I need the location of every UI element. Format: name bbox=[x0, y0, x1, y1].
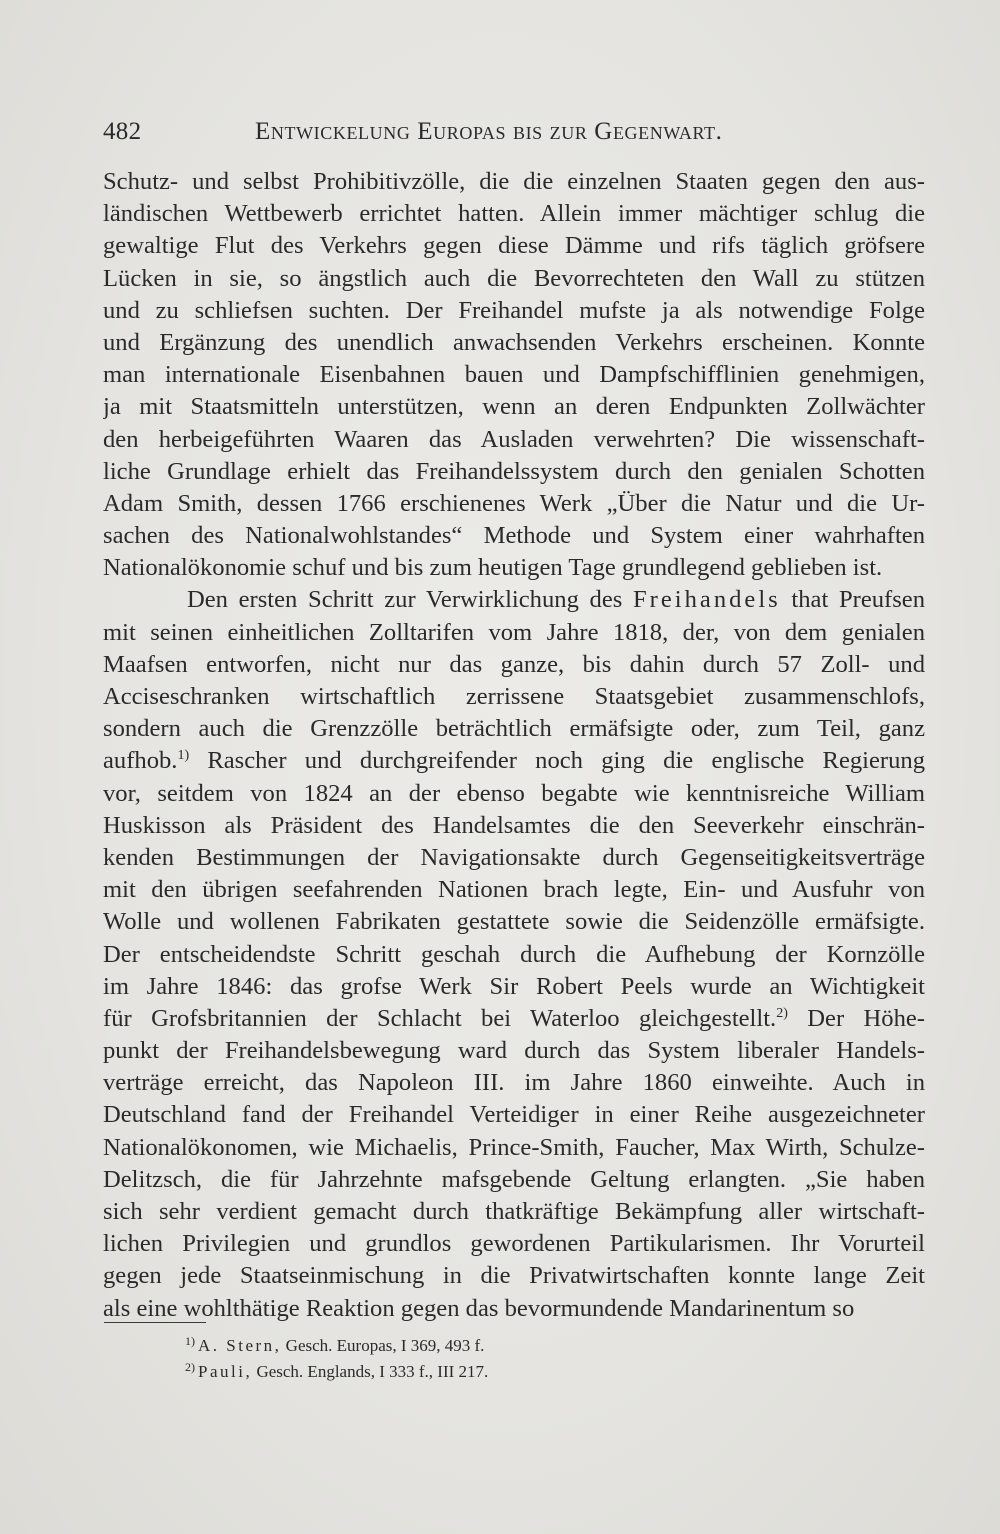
footnote-marker: 1) bbox=[185, 1334, 195, 1348]
text-line: Wolle und wollenen Fabrikaten gestattete sowie die Seidenzölle ermäfsigte. bbox=[103, 908, 925, 936]
text-line: Lücken in sie, so ängstlich auch die Bevorrechteten den Wall zu stützen bbox=[103, 264, 925, 292]
text-line: Der entscheidendste Schritt geschah durch die Aufhebung der Kornzölle bbox=[103, 940, 925, 968]
text-line: und Ergänzung des unendlich anwachsenden Verkehrs erscheinen. Konnte bbox=[103, 328, 925, 356]
text-line: punkt der Freihandelsbewegung ward durch das System liberaler Handels- bbox=[103, 1037, 925, 1065]
footnote bbox=[185, 1333, 785, 1359]
footnote-author: Pauli, bbox=[198, 1362, 253, 1381]
text-line: liche Grundlage erhielt das Freihandelssystem durch den genialen Schotten bbox=[103, 457, 925, 485]
text-line: im Jahre 1846: das grofse Werk Sir Robert Peels wurde an Wichtigkeit bbox=[103, 972, 925, 1000]
text-line: Huskisson als Präsident des Handelsamtes die den Seeverkehr einschrän- bbox=[103, 811, 925, 839]
text-line: Deutschland fand der Freihandel Verteidiger in einer Reihe ausgezeichneter bbox=[103, 1101, 925, 1129]
footnote-reference: 1) bbox=[177, 748, 190, 764]
text-line: Delitzsch, die für Jahrzehnte mafsgebende Geltung erlangten. „Sie haben bbox=[103, 1165, 925, 1193]
text-line-with-footnote bbox=[103, 1003, 925, 1035]
text-line: sich sehr verdient gemacht durch thatkräftige Bekämpfung aller wirtschaft- bbox=[103, 1198, 925, 1225]
text-line: kenden Bestimmungen der Navigationsakte durch Gegenseitigkeitsverträge bbox=[103, 843, 925, 871]
text-line: man internationale Eisenbahnen bauen und Dampfschifflinien genehmigen, bbox=[103, 361, 925, 389]
text-segment: für Grofsbritannien der Schlacht bei Waterloo gleichgestellt. bbox=[103, 1004, 777, 1032]
text-line: Schutz- und selbst Prohibitivzölle, die die einzelnen Staaten gegen den aus- bbox=[103, 168, 925, 195]
text-segment: Den ersten Schritt zur Verwirklichung des bbox=[187, 586, 623, 614]
footnote-reference: 2) bbox=[776, 1005, 788, 1021]
text-line: mit seinen einheitlichen Zolltarifen vom Jahre 1818, der, von dem genialen bbox=[103, 618, 925, 646]
footnote-divider bbox=[104, 1322, 206, 1323]
text-line: vor, seitdem von 1824 an der ebenso begabte wie kenntnisreiche William bbox=[103, 779, 925, 807]
text-line: gewaltige Flut des Verkehrs gegen diese Dämme und rifs täglich gröfsere bbox=[103, 232, 925, 260]
footnote-text: Gesch. Europas, I 369, 493 f. bbox=[281, 1336, 485, 1355]
text-line: ländischen Wettbewerb errichtet hatten. Allein immer mächtiger schlug die bbox=[103, 200, 925, 228]
text-line-with-footnote bbox=[103, 745, 925, 777]
footnote-text: Gesch. Englands, I 333 f., III 217. bbox=[252, 1362, 489, 1381]
text-line: als eine wohlthätige Reaktion gegen das bevormundende Mandarinentum so bbox=[103, 1294, 855, 1322]
text-line: Nationalökonomie schuf und bis zum heutigen Tage grundlegend geblieben ist. bbox=[103, 554, 883, 582]
text-line: Maafsen entworfen, nicht nur das ganze, bis dahin durch 57 Zoll- und bbox=[103, 650, 925, 678]
text-line: Nationalökonomen, wie Michaelis, Prince-Smith, Faucher, Max Wirth, Schulze- bbox=[103, 1133, 925, 1161]
emphasized-term: Freihandels bbox=[632, 586, 781, 614]
footnote bbox=[185, 1359, 785, 1385]
footnote-author: A. Stern, bbox=[198, 1336, 282, 1355]
footnotes bbox=[185, 1333, 785, 1385]
page-header bbox=[103, 118, 925, 150]
text-segment: that Preufsen bbox=[791, 586, 925, 614]
text-line: Acciseschranken wirtschaftlich zerrissene Staatsgebiet zusammenschlofs, bbox=[103, 683, 925, 710]
text-segment: Der Höhe- bbox=[787, 1004, 925, 1032]
text-line: verträge erreicht, das Napoleon III. im Jahre 1860 einweihte. Auch in bbox=[103, 1069, 925, 1097]
text-line: lichen Privilegien und grundlos gewordenen Partikularismen. Ihr Vorurteil bbox=[103, 1230, 925, 1258]
footnote-marker: 2) bbox=[185, 1360, 195, 1374]
text-segment: aufhob. bbox=[103, 747, 178, 775]
text-segment: Rascher und durchgreifender noch ging die englische Regierung bbox=[189, 747, 925, 775]
body-text bbox=[103, 166, 925, 1325]
text-line: sondern auch die Grenzzölle beträchtlich ermäfsigte oder, zum Teil, ganz bbox=[103, 715, 925, 743]
paragraph-first-line bbox=[103, 584, 925, 616]
text-line: und zu schliefsen suchten. Der Freihandel mufste ja als notwendige Folge bbox=[103, 296, 925, 324]
running-head: Entwickelung Europas bis zur Gegenwart. bbox=[255, 118, 723, 145]
text-line: ja mit Staatsmitteln unterstützen, wenn an deren Endpunkten Zollwächter bbox=[103, 393, 925, 421]
text-line: Adam Smith, dessen 1766 erschienenes Werk „Über die Natur und die Ur- bbox=[103, 489, 925, 517]
text-line: gegen jede Staatseinmischung in die Privatwirtschaften konnte lange Zeit bbox=[103, 1262, 925, 1290]
text-line: sachen des Nationalwohlstandes“ Methode und System einer wahrhaften bbox=[103, 522, 925, 550]
page-number: 482 bbox=[103, 118, 142, 145]
text-line: mit den übrigen seefahrenden Nationen brach legte, Ein- und Ausfuhr von bbox=[103, 876, 925, 904]
text-line: den herbeigeführten Waaren das Ausladen verwehrten? Die wissenschaft- bbox=[103, 425, 925, 453]
